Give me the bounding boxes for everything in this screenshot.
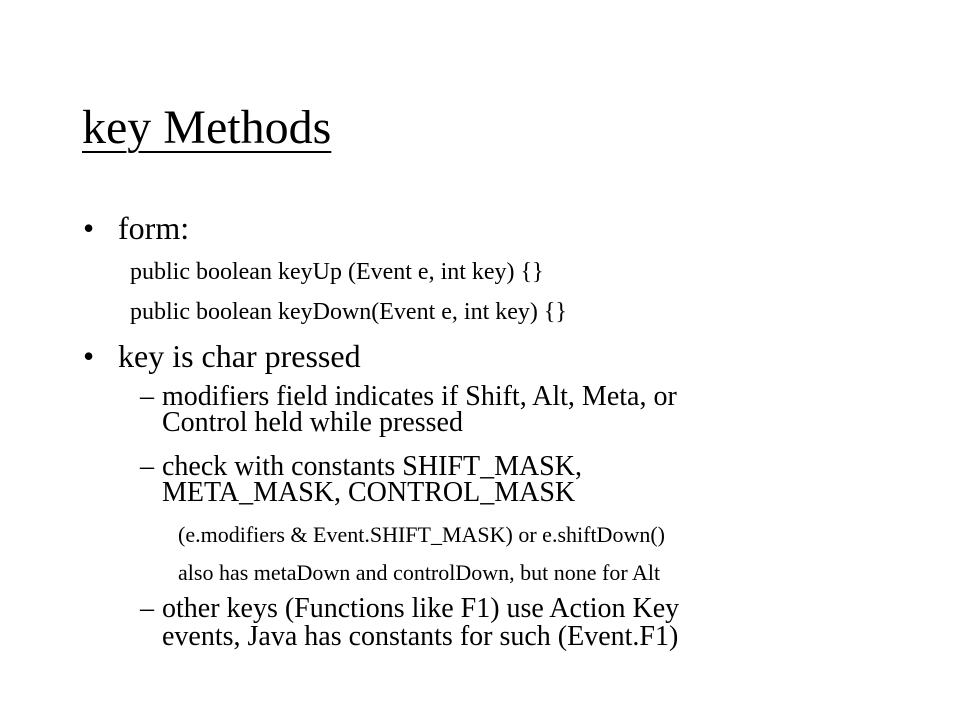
sub-bullet-text: other keys (Functions like F1) use Action Key xyxy=(162,593,680,624)
sub-bullet-continuation: events, Java has constants for such (Event.F1) xyxy=(162,621,679,652)
dash-marker: – xyxy=(140,451,154,482)
sub-bullet-continuation: META_MASK, CONTROL_MASK xyxy=(162,477,576,508)
bullet-text: key is char pressed xyxy=(118,338,361,374)
sub-bullet-continuation: Control held while pressed xyxy=(162,407,463,438)
bullet-key-char xyxy=(83,338,361,374)
bullet-text: form: xyxy=(118,210,190,246)
sub-bullet-other-keys xyxy=(140,593,680,624)
slide-title: key Methods xyxy=(82,101,332,154)
bullet-form xyxy=(83,210,190,246)
sub-bullet-text: check with constants SHIFT_MASK, xyxy=(162,451,582,482)
note-line-metadown: also has metaDown and controlDown, but none for Alt xyxy=(178,560,661,585)
dash-marker: – xyxy=(140,593,154,624)
sub-bullet-text: modifiers field indicates if Shift, Alt, Meta, or xyxy=(162,381,677,412)
dash-marker: – xyxy=(140,381,154,412)
note-line-shiftdown: (e.modifiers & Event.SHIFT_MASK) or e.shiftDown() xyxy=(178,522,665,547)
bullet-marker: • xyxy=(83,338,95,374)
code-line-keyup: public boolean keyUp (Event e, int key) {} xyxy=(130,259,544,285)
code-line-keydown: public boolean keyDown(Event e, int key) {} xyxy=(130,299,567,325)
bullet-marker: • xyxy=(83,210,95,246)
